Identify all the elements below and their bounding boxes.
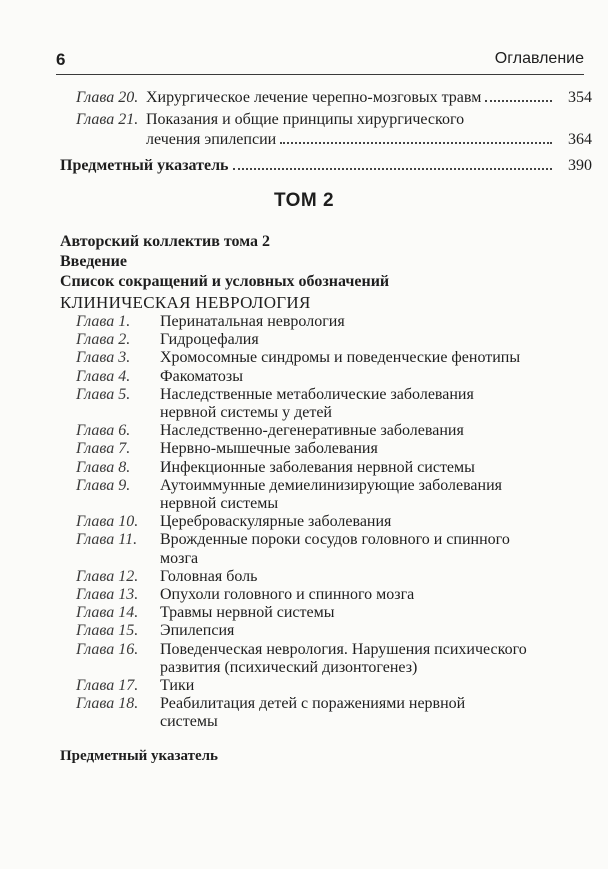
chapter-title-line: Тики <box>160 677 195 695</box>
chapter-title <box>160 513 560 531</box>
chapter-title-line: Хромосомные синдромы и поведенческие фенотипы <box>160 349 521 367</box>
chapter-label: Глава 4. <box>76 367 131 385</box>
volume1-chapter-list <box>60 88 592 150</box>
chapter-label: Глава 20. <box>76 89 139 106</box>
volume2-index-entry[interactable]: Предметный указатель <box>60 747 218 764</box>
chapter-title-line <box>146 130 556 150</box>
toc-entry[interactable] <box>60 459 560 477</box>
toc-entry[interactable] <box>60 695 560 731</box>
toc-entry[interactable] <box>60 313 560 331</box>
chapter-title <box>160 349 560 367</box>
chapter-label: Глава 1. <box>76 313 131 330</box>
volume2-title: ТОМ 2 <box>273 190 335 211</box>
header-title: Оглавление <box>494 50 584 67</box>
chapter-label: Глава 10. <box>76 513 139 531</box>
chapter-title <box>160 604 560 622</box>
chapter-title-line: Поведенческая неврология. Нарушения психического <box>160 640 527 658</box>
chapter-title <box>160 422 560 440</box>
chapter-title <box>146 110 556 150</box>
chapter-title-line: Нервно-мышечные заболевания <box>160 440 378 458</box>
chapter-title <box>160 677 560 695</box>
chapter-label: Глава 16. <box>76 640 139 658</box>
page-number: 6 <box>56 50 66 69</box>
toc-entry[interactable] <box>60 349 560 367</box>
volume1-index-entry[interactable] <box>60 156 592 176</box>
chapter-label: Глава 8. <box>76 458 131 476</box>
chapter-label: Глава 3. <box>76 349 131 367</box>
chapter-title <box>160 531 560 567</box>
toc-entry[interactable] <box>60 641 560 677</box>
front-matter-item[interactable]: Введение <box>60 253 127 270</box>
chapter-title-line: развития (психический дизонтогенез) <box>160 658 418 676</box>
chapter-page: 354 <box>568 89 592 106</box>
toc-entry[interactable] <box>60 88 592 108</box>
toc-entry[interactable] <box>60 568 560 586</box>
chapter-title <box>160 331 560 349</box>
chapter-title-line: нервной системы <box>160 495 279 513</box>
chapter-title <box>146 88 556 108</box>
chapter-title-line: Головная боль <box>160 567 258 585</box>
chapter-label: Глава 15. <box>76 622 139 640</box>
toc-entry[interactable] <box>60 110 592 150</box>
chapter-title <box>160 386 560 422</box>
chapter-title-line: Цереброваскулярные заболевания <box>160 513 392 531</box>
chapter-label: Глава 12. <box>76 567 139 585</box>
chapter-title-line: Факоматозы <box>160 367 243 385</box>
chapter-page: 364 <box>568 131 592 148</box>
chapter-title <box>160 440 560 458</box>
chapter-title-line: Эпилепсия <box>160 622 235 640</box>
chapter-title <box>160 695 560 731</box>
front-matter-item[interactable]: Авторский коллектив тома 2 <box>60 233 271 250</box>
volume1-toc <box>60 88 592 176</box>
volume2-chapter-list <box>60 313 560 732</box>
toc-entry[interactable] <box>60 513 560 531</box>
chapter-title-text: Хирургическое лечение черепно-мозговых травм <box>146 89 482 106</box>
chapter-title-line: мозга <box>160 549 199 567</box>
chapter-title-line: Врожденные пороки сосудов головного и спинного <box>160 531 510 549</box>
chapter-title-line: Инфекционные заболевания нервной системы <box>160 458 475 476</box>
chapter-label: Глава 13. <box>76 586 139 604</box>
chapter-label: Глава 6. <box>76 422 131 440</box>
toc-entry[interactable] <box>60 440 560 458</box>
chapter-title-line: Наследственно-дегенеративные заболевания <box>160 422 464 440</box>
toc-entry[interactable] <box>60 604 560 622</box>
chapter-title-line: системы <box>160 713 218 731</box>
chapter-label: Глава 21. <box>76 111 139 128</box>
chapter-title-line: Перинатальная неврология <box>160 313 345 330</box>
section-title: КЛИНИЧЕСКАЯ НЕВРОЛОГИЯ <box>60 293 311 312</box>
chapter-label: Глава 11. <box>76 531 138 549</box>
toc-entry[interactable] <box>60 677 560 695</box>
page-header <box>56 48 584 75</box>
chapter-title-line: Опухоли головного и спинного мозга <box>160 586 415 604</box>
chapter-title-line: Аутоиммунные демиелинизирующие заболевания <box>160 476 503 494</box>
toc-entry[interactable] <box>60 368 560 386</box>
chapter-title <box>160 622 560 640</box>
chapter-title-line: Показания и общие принципы хирургического <box>146 111 465 128</box>
toc-entry[interactable] <box>60 531 560 567</box>
dot-leader <box>233 168 552 170</box>
chapter-label: Глава 17. <box>76 677 139 695</box>
dot-leader <box>485 100 552 102</box>
toc-entry[interactable] <box>60 586 560 604</box>
volume2-front-items <box>60 232 560 292</box>
chapter-title-line: Травмы нервной системы <box>160 604 335 622</box>
chapter-title <box>160 368 560 386</box>
chapter-label: Глава 9. <box>76 476 131 494</box>
toc-entry[interactable] <box>60 331 560 349</box>
toc-entry[interactable] <box>60 422 560 440</box>
chapter-label: Глава 14. <box>76 604 139 622</box>
dot-leader <box>280 142 552 144</box>
volume2-toc <box>60 232 560 766</box>
toc-entry[interactable] <box>60 386 560 422</box>
chapter-title-line <box>146 88 556 108</box>
chapter-label: Глава 18. <box>76 695 139 713</box>
chapter-title <box>160 641 560 677</box>
chapter-label: Глава 7. <box>76 440 131 458</box>
volume1-index-page: 390 <box>568 157 592 174</box>
chapter-title-line: Наследственные метаболические заболевания <box>160 385 474 403</box>
front-matter-item[interactable]: Список сокращений и условных обозначений <box>60 273 390 290</box>
chapter-label: Глава 2. <box>76 331 131 349</box>
chapter-title-line: Гидроцефалия <box>160 331 259 349</box>
chapter-title <box>160 477 560 513</box>
chapter-title <box>160 586 560 604</box>
chapter-title <box>160 313 560 331</box>
toc-entry[interactable] <box>60 622 560 640</box>
chapter-title <box>160 459 560 477</box>
chapter-title <box>160 568 560 586</box>
chapter-title-line: нервной системы у детей <box>160 404 332 422</box>
chapter-title-text: лечения эпилепсии <box>146 131 277 148</box>
toc-entry[interactable] <box>60 477 560 513</box>
chapter-label: Глава 5. <box>76 385 131 403</box>
volume1-index-text: Предметный указатель <box>60 157 229 174</box>
chapter-title-line: Реабилитация детей с поражениями нервной <box>160 695 466 713</box>
